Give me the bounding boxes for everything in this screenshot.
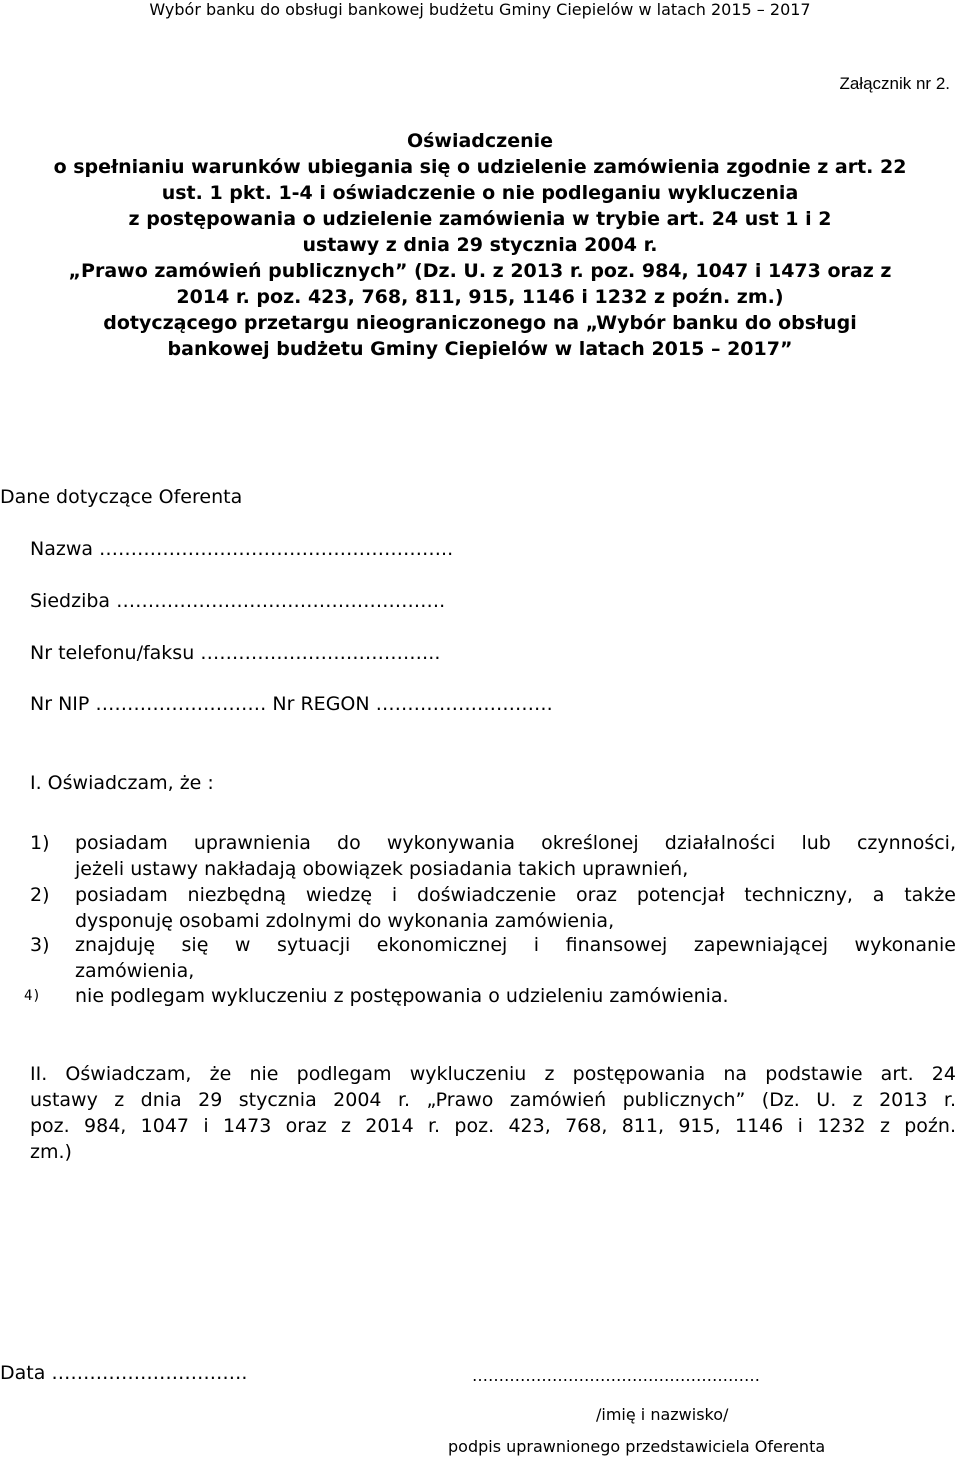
list-item-text: dysponuję osobami zdolnymi do wykonania zamówienia, <box>75 910 615 932</box>
list-item <box>30 884 956 936</box>
bidder-phone-field[interactable]: Nr telefonu/faksu ……………………………….. <box>30 642 441 664</box>
list-item-number: 2) <box>30 884 50 906</box>
bidder-heading: Dane dotyczące Oferenta <box>0 486 243 508</box>
title-line-5: ustawy z dnia 29 stycznia 2004 r. <box>302 234 658 256</box>
title-line-9: bankowej budżetu Gminy Ciepielów w latach 2015 – 2017” <box>167 338 793 360</box>
section2-line: poz. 984, 1047 i 1473 oraz z 2014 r. poz. 423, 768, 811, 915, 1146 i 1232 z poźn. <box>30 1115 956 1137</box>
date-field[interactable]: Data …………………………. <box>0 1362 248 1384</box>
section2-line: zm.) <box>30 1141 72 1163</box>
bidder-name-field[interactable]: Nazwa ……………………………………………….. <box>30 538 454 560</box>
bidder-seat-field[interactable]: Siedziba ……………………………………………. <box>30 590 446 612</box>
name-caption: /imię i nazwisko/ <box>596 1405 729 1424</box>
bidder-nip-regon-field[interactable]: Nr NIP ……………………… Nr REGON ………………………. <box>30 693 553 715</box>
list-item-text: zamówienia, <box>75 960 195 982</box>
running-header: Wybór banku do obsługi bankowej budżetu Gminy Ciepielów w latach 2015 – 2017 <box>149 0 811 19</box>
list-item-text: znajduję się w sytuacji ekonomicznej i finansowej zapewniającej wykonanie <box>75 934 956 956</box>
title-line-4: z postępowania o udzielenie zamówienia w trybie art. 24 ust 1 i 2 <box>128 208 832 230</box>
title-line-6: „Prawo zamówień publicznych” (Dz. U. z 2013 r. poz. 984, 1047 i 1473 oraz z <box>68 260 892 282</box>
list-item-number: 1) <box>30 832 50 854</box>
title-line-1: Oświadczenie <box>406 130 554 152</box>
list-item-number: 3) <box>30 934 50 956</box>
list-item-text: posiadam niezbędną wiedzę i doświadczenie oraz potencjał techniczny, a także <box>75 884 956 906</box>
section2-line: ustawy z dnia 29 stycznia 2004 r. „Prawo zamówień publicznych” (Dz. U. z 2013 r. <box>30 1089 956 1111</box>
title-line-7: 2014 r. poz. 423, 768, 811, 915, 1146 i 1232 z poźn. zm.) <box>176 286 784 308</box>
list-item-number: 4) <box>24 988 41 1004</box>
list-item-text: posiadam uprawnienia do wykonywania określonej działalności lub czynności, <box>75 832 956 854</box>
annex-label: Załącznik nr 2. <box>839 74 950 93</box>
list-item <box>30 832 956 884</box>
title-line-8: dotyczącego przetargu nieograniczonego na „Wybór banku do obsługi <box>103 312 857 334</box>
signature-line[interactable]: ……………………………………………… <box>472 1366 760 1385</box>
list-item <box>24 985 956 1011</box>
list-item-text: nie podlegam wykluczeniu z postępowania o udzieleniu zamówienia. <box>75 985 729 1007</box>
list-item <box>30 934 956 986</box>
title-line-3: ust. 1 pkt. 1-4 i oświadczenie o nie podleganiu wykluczenia <box>161 182 799 204</box>
section2-line: II. Oświadczam, że nie podlegam wykluczeniu z postępowania na podstawie art. 24 <box>30 1063 956 1085</box>
list-item-text: jeżeli ustawy nakładają obowiązek posiadania takich uprawnień, <box>75 858 689 880</box>
title-line-2: o spełnianiu warunków ubiegania się o udzielenie zamówienia zgodnie z art. 22 <box>53 156 907 178</box>
role-caption: podpis uprawnionego przedstawiciela Oferenta <box>448 1437 826 1456</box>
section1-heading: I. Oświadczam, że : <box>30 772 214 794</box>
